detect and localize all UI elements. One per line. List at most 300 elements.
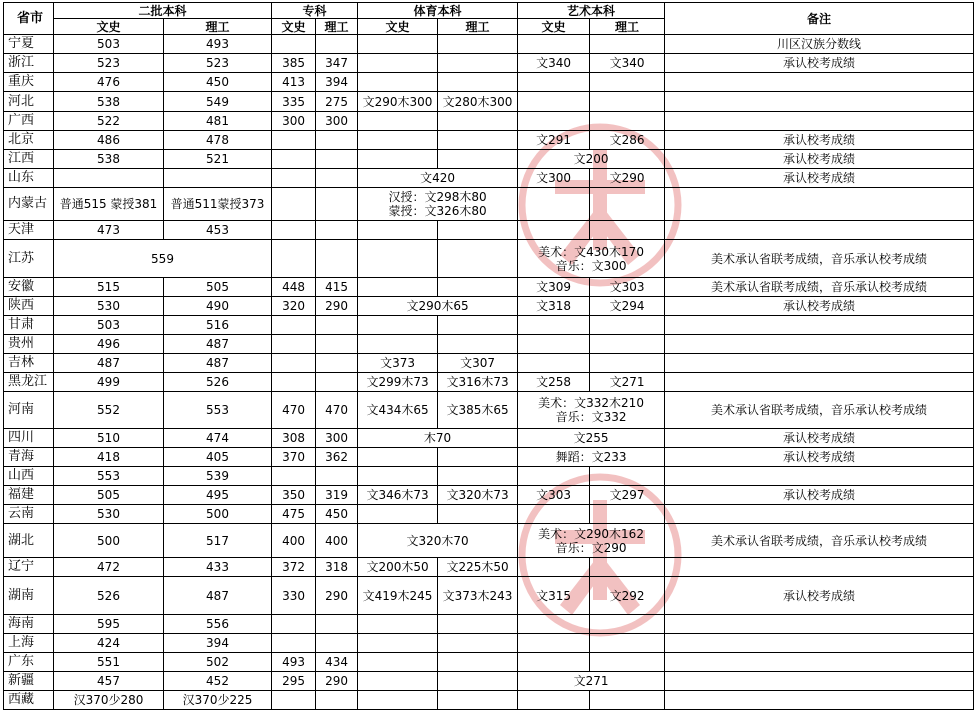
table-row xyxy=(4,505,974,524)
score-cell xyxy=(590,112,665,131)
table-row xyxy=(4,297,974,316)
header-sub: 文史 xyxy=(518,19,590,35)
province-cell: 上海 xyxy=(4,634,54,653)
header-row-1 xyxy=(4,3,974,19)
score-cell xyxy=(518,467,590,486)
score-cell xyxy=(438,653,518,672)
table-row xyxy=(4,577,974,615)
score-cell: 文280木300 xyxy=(438,92,518,112)
score-cell xyxy=(518,691,590,710)
score-cell xyxy=(316,150,358,169)
note-cell xyxy=(665,467,974,486)
note-cell: 美术承认省联考成绩，音乐承认校考成绩 xyxy=(665,392,974,429)
score-cell: 474 xyxy=(164,429,272,448)
score-cell: 文290 xyxy=(590,169,665,188)
score-cell: 505 xyxy=(54,486,164,505)
score-cell: 499 xyxy=(54,373,164,392)
table-row xyxy=(4,448,974,467)
score-cell xyxy=(590,188,665,221)
score-cell: 300 xyxy=(316,429,358,448)
score-cell xyxy=(590,92,665,112)
score-cell: 文271 xyxy=(518,672,665,691)
score-cell xyxy=(438,672,518,691)
province-cell: 广西 xyxy=(4,112,54,131)
score-cell: 文303 xyxy=(518,486,590,505)
note-cell xyxy=(665,505,974,524)
note-cell: 美术承认省联考成绩，音乐承认校考成绩 xyxy=(665,240,974,278)
score-cell: 526 xyxy=(164,373,272,392)
header-province: 省市 xyxy=(4,3,54,35)
score-cell: 505 xyxy=(164,278,272,297)
table-row xyxy=(4,691,974,710)
province-cell: 宁夏 xyxy=(4,35,54,54)
score-cell xyxy=(316,316,358,335)
score-cell: 486 xyxy=(54,131,164,150)
score-cell xyxy=(518,558,590,577)
score-cell: 415 xyxy=(316,278,358,297)
score-cell xyxy=(590,335,665,354)
score-cell: 舞蹈：文233 xyxy=(518,448,665,467)
score-cell: 551 xyxy=(54,653,164,672)
province-cell: 广东 xyxy=(4,653,54,672)
province-cell: 辽宁 xyxy=(4,558,54,577)
score-cell xyxy=(272,467,316,486)
score-cell xyxy=(358,35,438,54)
score-cell: 300 xyxy=(272,112,316,131)
score-cell: 美术：文290木162 音乐：文290 xyxy=(518,524,665,558)
note-cell xyxy=(665,354,974,373)
score-cell xyxy=(438,112,518,131)
score-cell xyxy=(438,448,518,467)
score-cell: 487 xyxy=(164,354,272,373)
score-cell: 文373木243 xyxy=(438,577,518,615)
score-cell xyxy=(358,150,438,169)
score-cell xyxy=(272,615,316,634)
note-cell: 美术承认省联考成绩，音乐承认校考成绩 xyxy=(665,278,974,297)
score-cell: 295 xyxy=(272,672,316,691)
score-cell: 450 xyxy=(164,73,272,92)
score-cell xyxy=(590,73,665,92)
score-cell xyxy=(438,221,518,240)
score-cell: 320 xyxy=(272,297,316,316)
score-cell xyxy=(438,35,518,54)
score-cell xyxy=(590,354,665,373)
score-cell: 美术：文430木170 音乐：文300 xyxy=(518,240,665,278)
score-cell: 516 xyxy=(164,316,272,335)
note-cell xyxy=(665,92,974,112)
score-cell: 文200木50 xyxy=(358,558,438,577)
score-cell: 517 xyxy=(164,524,272,558)
province-cell: 重庆 xyxy=(4,73,54,92)
score-cell xyxy=(438,150,518,169)
score-cell: 文290木65 xyxy=(358,297,518,316)
province-cell: 河北 xyxy=(4,92,54,112)
score-cell: 493 xyxy=(272,653,316,672)
score-cell: 318 xyxy=(316,558,358,577)
score-cell: 文299木73 xyxy=(358,373,438,392)
province-cell: 福建 xyxy=(4,486,54,505)
score-cell xyxy=(316,634,358,653)
score-cell: 453 xyxy=(164,221,272,240)
score-cell: 476 xyxy=(54,73,164,92)
province-cell: 吉林 xyxy=(4,354,54,373)
table-row xyxy=(4,672,974,691)
province-cell: 陕西 xyxy=(4,297,54,316)
score-cell: 503 xyxy=(54,316,164,335)
note-cell: 承认校考成绩 xyxy=(665,54,974,73)
score-cell xyxy=(518,112,590,131)
score-cell: 文290木300 xyxy=(358,92,438,112)
score-cell xyxy=(518,188,590,221)
score-cell: 510 xyxy=(54,429,164,448)
score-cell xyxy=(316,373,358,392)
score-cell xyxy=(518,316,590,335)
score-cell: 487 xyxy=(164,335,272,354)
score-cell: 523 xyxy=(164,54,272,73)
province-cell: 山西 xyxy=(4,467,54,486)
header-sub: 理工 xyxy=(590,19,665,35)
score-cell xyxy=(272,634,316,653)
score-cell: 549 xyxy=(164,92,272,112)
score-cell xyxy=(316,169,358,188)
score-cell xyxy=(316,354,358,373)
score-cell xyxy=(272,131,316,150)
note-cell: 川区汉族分数线 xyxy=(665,35,974,54)
score-cell: 450 xyxy=(316,505,358,524)
score-cell: 475 xyxy=(272,505,316,524)
table-row xyxy=(4,354,974,373)
province-cell: 新疆 xyxy=(4,672,54,691)
score-cell: 370 xyxy=(272,448,316,467)
header-sub: 理工 xyxy=(164,19,272,35)
score-cell: 448 xyxy=(272,278,316,297)
score-cell xyxy=(590,35,665,54)
table-row xyxy=(4,240,974,278)
header-sub: 文史 xyxy=(358,19,438,35)
score-cell: 文303 xyxy=(590,278,665,297)
score-cell: 433 xyxy=(164,558,272,577)
score-cell: 552 xyxy=(54,392,164,429)
score-cell: 372 xyxy=(272,558,316,577)
score-cell: 汉370少225 xyxy=(164,691,272,710)
score-cell: 481 xyxy=(164,112,272,131)
table-row xyxy=(4,558,974,577)
score-cell: 347 xyxy=(316,54,358,73)
score-cell xyxy=(358,131,438,150)
note-cell xyxy=(665,672,974,691)
table-row xyxy=(4,188,974,221)
score-cell: 335 xyxy=(272,92,316,112)
score-cell xyxy=(518,615,590,634)
score-cell xyxy=(590,558,665,577)
score-cell: 文271 xyxy=(590,373,665,392)
province-cell: 湖南 xyxy=(4,577,54,615)
score-cell xyxy=(518,634,590,653)
score-cell xyxy=(438,505,518,524)
note-cell: 承认校考成绩 xyxy=(665,297,974,316)
table-row xyxy=(4,150,974,169)
score-cell: 290 xyxy=(316,577,358,615)
score-cell xyxy=(518,73,590,92)
score-cell xyxy=(272,373,316,392)
province-cell: 内蒙古 xyxy=(4,188,54,221)
table-row xyxy=(4,35,974,54)
score-cell: 362 xyxy=(316,448,358,467)
note-cell xyxy=(665,634,974,653)
table-row xyxy=(4,653,974,672)
score-cell: 文297 xyxy=(590,486,665,505)
score-cell: 文292 xyxy=(590,577,665,615)
score-cell xyxy=(316,221,358,240)
score-cell xyxy=(316,35,358,54)
table-row xyxy=(4,92,974,112)
note-cell: 承认校考成绩 xyxy=(665,150,974,169)
table-row xyxy=(4,373,974,392)
score-cell xyxy=(518,92,590,112)
score-cell: 文307 xyxy=(438,354,518,373)
score-cell xyxy=(272,335,316,354)
table-row xyxy=(4,131,974,150)
score-cell xyxy=(358,672,438,691)
score-cell: 418 xyxy=(54,448,164,467)
score-cell xyxy=(438,278,518,297)
score-cell xyxy=(272,35,316,54)
province-cell: 海南 xyxy=(4,615,54,634)
score-cell: 文200 xyxy=(518,150,665,169)
score-cell: 文316木73 xyxy=(438,373,518,392)
table-row xyxy=(4,335,974,354)
score-cell: 434 xyxy=(316,653,358,672)
score-cell xyxy=(438,467,518,486)
score-cell: 503 xyxy=(54,35,164,54)
score-cell xyxy=(358,634,438,653)
score-cell xyxy=(358,54,438,73)
score-cell: 文373 xyxy=(358,354,438,373)
province-cell: 浙江 xyxy=(4,54,54,73)
score-cell xyxy=(518,653,590,672)
score-cell: 文320木70 xyxy=(358,524,518,558)
score-cell xyxy=(316,615,358,634)
score-cell: 515 xyxy=(54,278,164,297)
note-cell xyxy=(665,558,974,577)
score-cell xyxy=(438,634,518,653)
score-cell xyxy=(358,221,438,240)
score-cell xyxy=(272,354,316,373)
score-cell xyxy=(438,54,518,73)
province-cell: 湖北 xyxy=(4,524,54,558)
score-cell: 文420 xyxy=(358,169,518,188)
score-cell: 538 xyxy=(54,92,164,112)
score-cell: 汉370少280 xyxy=(54,691,164,710)
score-cell: 木70 xyxy=(358,429,518,448)
table-row xyxy=(4,112,974,131)
table-row xyxy=(4,429,974,448)
note-cell xyxy=(665,73,974,92)
note-cell: 承认校考成绩 xyxy=(665,131,974,150)
score-cell xyxy=(272,240,316,278)
score-cell xyxy=(164,169,272,188)
score-cell: 424 xyxy=(54,634,164,653)
header-sub: 理工 xyxy=(316,19,358,35)
score-cell xyxy=(358,691,438,710)
score-cell xyxy=(590,615,665,634)
header-notes: 备注 xyxy=(665,3,974,35)
province-cell: 四川 xyxy=(4,429,54,448)
score-cell xyxy=(438,131,518,150)
score-cell xyxy=(316,335,358,354)
score-cell: 472 xyxy=(54,558,164,577)
score-cell xyxy=(438,615,518,634)
score-cell: 539 xyxy=(164,467,272,486)
note-cell xyxy=(665,373,974,392)
score-cell xyxy=(358,112,438,131)
score-cell: 文318 xyxy=(518,297,590,316)
score-cell: 487 xyxy=(54,354,164,373)
note-cell: 承认校考成绩 xyxy=(665,429,974,448)
note-cell: 承认校考成绩 xyxy=(665,169,974,188)
score-cell: 文255 xyxy=(518,429,665,448)
score-cell: 400 xyxy=(272,524,316,558)
score-cell xyxy=(518,35,590,54)
score-cell: 普通511蒙授373 xyxy=(164,188,272,221)
score-cell xyxy=(438,240,518,278)
score-cell: 文258 xyxy=(518,373,590,392)
score-cell xyxy=(316,240,358,278)
score-cell: 290 xyxy=(316,672,358,691)
score-cell xyxy=(272,169,316,188)
score-cell: 汉授：文298木80 蒙授：文326木80 xyxy=(358,188,518,221)
score-cell xyxy=(518,354,590,373)
score-cell xyxy=(438,691,518,710)
score-cell: 330 xyxy=(272,577,316,615)
score-cell xyxy=(590,221,665,240)
score-cell: 400 xyxy=(316,524,358,558)
score-cell xyxy=(590,653,665,672)
score-cell: 文300 xyxy=(518,169,590,188)
score-cell xyxy=(358,467,438,486)
score-cell: 487 xyxy=(164,577,272,615)
score-cell: 308 xyxy=(272,429,316,448)
note-cell xyxy=(665,221,974,240)
score-cell: 559 xyxy=(54,240,272,278)
header-group-arts: 艺术本科 xyxy=(518,3,665,19)
score-cell xyxy=(358,615,438,634)
header-group-junior: 专科 xyxy=(272,3,358,19)
province-cell: 青海 xyxy=(4,448,54,467)
table-row xyxy=(4,73,974,92)
score-cell: 522 xyxy=(54,112,164,131)
score-cell: 530 xyxy=(54,505,164,524)
province-cell: 天津 xyxy=(4,221,54,240)
score-cell: 385 xyxy=(272,54,316,73)
score-cell: 521 xyxy=(164,150,272,169)
score-cell: 595 xyxy=(54,615,164,634)
province-cell: 江西 xyxy=(4,150,54,169)
score-cell xyxy=(54,169,164,188)
score-cell: 文346木73 xyxy=(358,486,438,505)
score-cell xyxy=(316,188,358,221)
score-cell: 526 xyxy=(54,577,164,615)
score-cell xyxy=(316,131,358,150)
score-cell xyxy=(438,316,518,335)
note-cell xyxy=(665,653,974,672)
score-cell: 495 xyxy=(164,486,272,505)
note-cell: 承认校考成绩 xyxy=(665,448,974,467)
province-cell: 北京 xyxy=(4,131,54,150)
score-cell: 300 xyxy=(316,112,358,131)
score-cell: 470 xyxy=(272,392,316,429)
score-cell: 523 xyxy=(54,54,164,73)
table-row xyxy=(4,634,974,653)
header-group-sports: 体育本科 xyxy=(358,3,518,19)
province-cell: 河南 xyxy=(4,392,54,429)
note-cell xyxy=(665,316,974,335)
score-cell: 文340 xyxy=(518,54,590,73)
province-cell: 山东 xyxy=(4,169,54,188)
note-cell xyxy=(665,335,974,354)
province-cell: 江苏 xyxy=(4,240,54,278)
score-cell xyxy=(358,653,438,672)
score-cell xyxy=(590,467,665,486)
score-cell: 530 xyxy=(54,297,164,316)
score-cell xyxy=(518,505,590,524)
score-cell xyxy=(590,634,665,653)
score-cell: 493 xyxy=(164,35,272,54)
table-row xyxy=(4,169,974,188)
score-cell: 496 xyxy=(54,335,164,354)
score-cell: 490 xyxy=(164,297,272,316)
score-cell: 470 xyxy=(316,392,358,429)
score-cell: 319 xyxy=(316,486,358,505)
score-cell: 452 xyxy=(164,672,272,691)
score-cell xyxy=(272,150,316,169)
score-cell xyxy=(316,691,358,710)
score-cell: 405 xyxy=(164,448,272,467)
score-cell xyxy=(272,188,316,221)
score-cell xyxy=(358,448,438,467)
table-row xyxy=(4,54,974,73)
score-cell: 350 xyxy=(272,486,316,505)
score-cell: 文320木73 xyxy=(438,486,518,505)
score-cell: 文419木245 xyxy=(358,577,438,615)
score-cell xyxy=(358,73,438,92)
score-cell xyxy=(272,691,316,710)
score-cell: 290 xyxy=(316,297,358,316)
note-cell: 美术承认省联考成绩，音乐承认校考成绩 xyxy=(665,524,974,558)
note-cell xyxy=(665,691,974,710)
table-row xyxy=(4,524,974,558)
score-cell: 556 xyxy=(164,615,272,634)
score-cell: 文434木65 xyxy=(358,392,438,429)
score-cell: 457 xyxy=(54,672,164,691)
score-cell: 553 xyxy=(54,467,164,486)
score-cell xyxy=(272,221,316,240)
score-cell xyxy=(590,316,665,335)
score-cell: 473 xyxy=(54,221,164,240)
score-cell: 553 xyxy=(164,392,272,429)
score-cell: 538 xyxy=(54,150,164,169)
score-cell: 文309 xyxy=(518,278,590,297)
score-cell xyxy=(438,335,518,354)
score-cell xyxy=(316,467,358,486)
table-row xyxy=(4,615,974,634)
score-cell: 275 xyxy=(316,92,358,112)
score-cell: 文291 xyxy=(518,131,590,150)
score-cell xyxy=(518,335,590,354)
header-sub: 理工 xyxy=(438,19,518,35)
score-cell: 502 xyxy=(164,653,272,672)
table-row xyxy=(4,467,974,486)
